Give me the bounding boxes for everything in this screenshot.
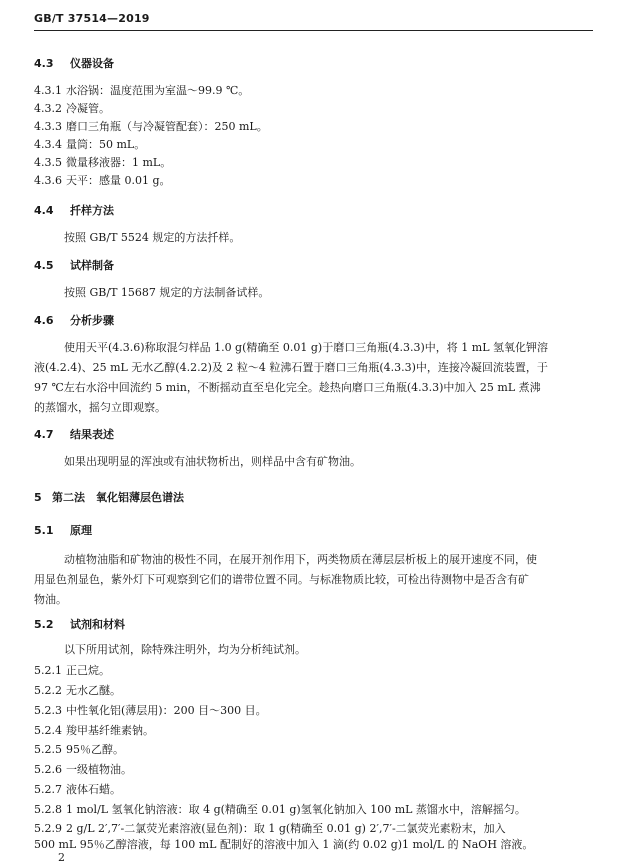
standard-code: GB/T 37514—2019 <box>34 12 150 25</box>
section-heading-5-1 <box>34 524 587 538</box>
list-item <box>34 120 587 134</box>
item-number: 5.2.8 <box>34 803 62 816</box>
item-text: 羧甲基纤维素钠。 <box>66 724 154 737</box>
item-text: 95％乙醇。 <box>66 743 124 756</box>
item-number: 4.3.2 <box>34 102 62 115</box>
chapter-title: 第二法 氧化铝薄层色谱法 <box>52 491 184 504</box>
list-item <box>34 783 587 797</box>
list-item <box>34 724 587 738</box>
item-text: 一级植物油。 <box>66 763 132 776</box>
list-item <box>34 684 587 698</box>
header-rule <box>34 30 593 31</box>
paragraph-line: 使用天平(4.3.6)称取混匀样品 1.0 g(精确至 0.01 g)于磨口三角瓶(4.3.3)中，将 1 mL 氢氧化钾溶 <box>64 341 549 354</box>
section-heading-4-6 <box>34 314 587 328</box>
item-number: 4.3.1 <box>34 84 62 97</box>
section-title: 试样制备 <box>70 259 114 272</box>
item-text: 1 mol/L 氢氧化钠溶液：取 4 g(精确至 0.01 g)氢氧化钠加入 100 mL 蒸馏水中，溶解摇匀。 <box>66 803 526 816</box>
item-text: 无水乙醚。 <box>66 684 121 697</box>
paragraph-line: 物油。 <box>34 593 67 606</box>
item-number: 4.3.3 <box>34 120 62 133</box>
item-text: 2 g/L 2′,7′-二氯荧光素溶液(显色剂)：取 1 g(精确至 0.01 g) 2′,7′-二氯荧光素粉末，加入 <box>66 822 506 835</box>
item-number: 5.2.7 <box>34 783 62 796</box>
section-number: 4.7 <box>34 428 54 441</box>
item-text: 天平：感量 0.01 g。 <box>66 174 171 187</box>
list-item <box>34 664 587 678</box>
section-body: 如果出现明显的浑浊或有油状物析出，则样品中含有矿物油。 <box>64 455 361 468</box>
section-body: 按照 GB/T 5524 规定的方法扦样。 <box>64 231 241 244</box>
section-heading-4-7 <box>34 428 587 442</box>
page-number: 2 <box>58 851 65 864</box>
section-title: 扦样方法 <box>70 204 114 217</box>
list-item <box>34 704 587 718</box>
section-title: 结果表述 <box>70 428 114 441</box>
list-item <box>34 743 587 757</box>
section-body: 按照 GB/T 15687 规定的方法制备试样。 <box>64 286 270 299</box>
item-number: 4.3.6 <box>34 174 62 187</box>
item-number: 5.2.4 <box>34 724 62 737</box>
section-title: 仪器设备 <box>70 57 114 70</box>
item-text: 量筒：50 mL。 <box>66 138 146 151</box>
section-heading-4-5 <box>34 259 587 273</box>
item-text: 水浴锅：温度范围为室温～99.9 ℃。 <box>66 84 250 97</box>
section-title: 试剂和材料 <box>70 618 125 631</box>
list-item <box>34 174 587 188</box>
item-text: 液体石蜡。 <box>66 783 121 796</box>
list-item <box>34 138 587 152</box>
section-heading-4-4 <box>34 204 587 218</box>
item-number: 5.2.1 <box>34 664 62 677</box>
paragraph-line: 的蒸馏水，摇匀立即观察。 <box>34 401 166 414</box>
chapter-heading-5 <box>34 491 587 505</box>
item-number: 5.2.3 <box>34 704 62 717</box>
section-number: 4.3 <box>34 57 54 70</box>
item-number: 5.2.9 <box>34 822 62 835</box>
list-item <box>34 84 587 98</box>
item-text: 正己烷。 <box>66 664 110 677</box>
section-number: 5.2 <box>34 618 54 631</box>
section-number: 4.6 <box>34 314 54 327</box>
paragraph-line: 97 ℃左右水浴中回流约 5 min，不断摇动直至皂化完全。趁热向磨口三角瓶(4.3.3)中加入 25 mL 煮沸 <box>34 381 541 394</box>
item-text: 微量移液器：1 mL。 <box>66 156 172 169</box>
section-intro: 以下所用试剂，除特殊注明外，均为分析纯试剂。 <box>64 643 306 656</box>
section-number: 5.1 <box>34 524 54 537</box>
section-heading-4-3 <box>34 57 587 71</box>
item-number: 5.2.6 <box>34 763 62 776</box>
list-item <box>34 803 587 817</box>
item-number: 5.2.5 <box>34 743 62 756</box>
paragraph-line: 动植物油脂和矿物油的极性不同，在展开剂作用下，两类物质在薄层层析板上的展开速度不同，使 <box>64 553 537 566</box>
paragraph-line: 用显色剂显色，紫外灯下可观察到它们的谱带位置不同。与标准物质比较，可检出待测物中是否含有矿 <box>34 573 529 586</box>
list-item <box>34 156 587 170</box>
section-title: 分析步骤 <box>70 314 114 327</box>
section-title: 原理 <box>70 524 92 537</box>
item-text: 冷凝管。 <box>66 102 110 115</box>
chapter-number: 5 <box>34 491 42 504</box>
paragraph-line: 液(4.2.4)、25 mL 无水乙醇(4.2.2)及 2 粒～4 粒沸石置于磨口三角瓶(4.3.3)中，连接冷凝回流装置，于 <box>34 361 548 374</box>
list-item <box>34 763 587 777</box>
section-number: 4.5 <box>34 259 54 272</box>
item-text: 磨口三角瓶（与冷凝管配套）：250 mL。 <box>66 120 268 133</box>
list-item <box>34 822 587 836</box>
item-number: 5.2.2 <box>34 684 62 697</box>
list-item <box>34 102 587 116</box>
item-number: 4.3.5 <box>34 156 62 169</box>
section-heading-5-2 <box>34 618 587 632</box>
item-text: 中性氧化铝(薄层用)：200 目～300 目。 <box>66 704 267 717</box>
list-item-continuation: 500 mL 95％乙醇溶液，每 100 mL 配制好的溶液中加入 1 滴(约 0.02 g)1 mol/L 的 NaOH 溶液。 <box>34 838 534 851</box>
section-number: 4.4 <box>34 204 54 217</box>
item-number: 4.3.4 <box>34 138 62 151</box>
